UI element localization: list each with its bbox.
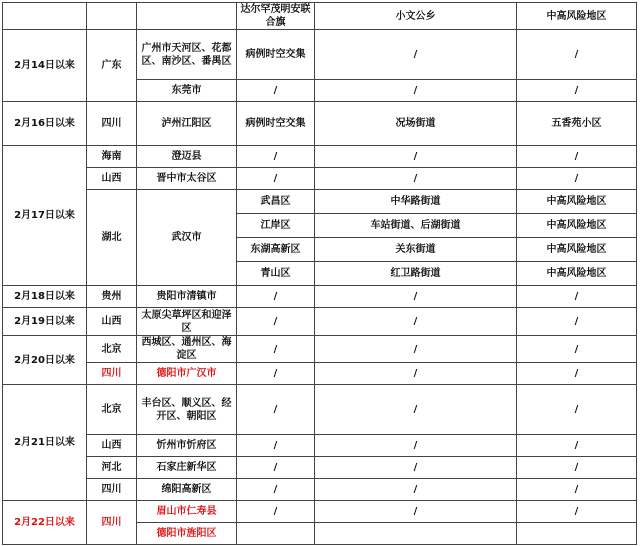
empty-cell <box>237 523 315 545</box>
date-cell: 2月16日以来 <box>3 102 87 146</box>
slash-cell: / <box>315 308 517 336</box>
street-cell: 车站街道、后湖街道 <box>315 214 517 238</box>
slash-cell: / <box>517 80 637 102</box>
table-row <box>3 102 637 146</box>
table-row <box>3 479 637 501</box>
slash-cell: / <box>315 336 517 363</box>
slash-cell: / <box>517 479 637 501</box>
header-row <box>3 3 637 30</box>
table-row <box>3 308 637 336</box>
slash-cell: / <box>315 146 517 168</box>
community-cell: 五香苑小区 <box>517 102 637 146</box>
table-row <box>3 385 637 435</box>
risk-cell: 中高风险地区 <box>517 214 637 238</box>
slash-cell: / <box>237 336 315 363</box>
area-cell: 澄迈县 <box>137 146 237 168</box>
header-cell-date <box>3 3 87 30</box>
table-row <box>3 146 637 168</box>
area-cell: 泸州江阳区 <box>137 102 237 146</box>
area-cell-highlight: 眉山市仁寿县 <box>137 501 237 523</box>
slash-cell: / <box>517 336 637 363</box>
district-cell: 东湖高新区 <box>237 238 315 262</box>
province-cell: 四川 <box>87 479 137 501</box>
area-cell: 丰台区、顺义区、经开区、朝阳区 <box>137 385 237 435</box>
area-cell: 西城区、通州区、海淀区 <box>137 336 237 363</box>
slash-cell: / <box>517 435 637 457</box>
slash-cell: / <box>237 286 315 308</box>
slash-cell: / <box>315 30 517 80</box>
header-cell-area <box>137 3 237 30</box>
table-row <box>3 30 637 80</box>
province-cell: 四川 <box>87 102 137 146</box>
district-cell: 青山区 <box>237 262 315 286</box>
province-cell-highlight: 四川 <box>87 363 137 385</box>
slash-cell: / <box>517 168 637 190</box>
slash-cell: / <box>237 457 315 479</box>
district-cell: 江岸区 <box>237 214 315 238</box>
empty-cell <box>517 523 637 545</box>
area-cell: 东莞市 <box>137 80 237 102</box>
area-cell: 忻州市忻府区 <box>137 435 237 457</box>
slash-cell: / <box>315 457 517 479</box>
slash-cell: / <box>237 363 315 385</box>
exposure-cell: 病例时空交集 <box>237 102 315 146</box>
table-row <box>3 336 637 363</box>
slash-cell: / <box>237 308 315 336</box>
slash-cell: / <box>517 308 637 336</box>
area-cell-highlight: 德阳市广汉市 <box>137 363 237 385</box>
slash-cell: / <box>315 501 517 523</box>
slash-cell: / <box>237 435 315 457</box>
date-cell-highlight: 2月22日以来 <box>3 501 87 545</box>
slash-cell: / <box>315 435 517 457</box>
province-cell: 河北 <box>87 457 137 479</box>
table-row <box>3 435 637 457</box>
risk-area-table <box>2 2 637 545</box>
empty-cell <box>315 523 517 545</box>
province-cell: 贵州 <box>87 286 137 308</box>
slash-cell: / <box>517 501 637 523</box>
area-cell-highlight: 德阳市旌阳区 <box>137 523 237 545</box>
area-cell: 晋中市太谷区 <box>137 168 237 190</box>
slash-cell: / <box>237 168 315 190</box>
date-cell: 2月18日以来 <box>3 286 87 308</box>
province-cell: 山西 <box>87 308 137 336</box>
table-row <box>3 190 637 214</box>
slash-cell: / <box>237 146 315 168</box>
slash-cell: / <box>315 286 517 308</box>
slash-cell: / <box>315 363 517 385</box>
table-row <box>3 501 637 523</box>
date-cell: 2月14日以来 <box>3 30 87 102</box>
slash-cell: / <box>517 286 637 308</box>
date-cell: 2月19日以来 <box>3 308 87 336</box>
header-col5: 小文公乡 <box>315 3 517 30</box>
slash-cell: / <box>315 385 517 435</box>
area-cell: 广州市天河区、花都区、南沙区、番禺区 <box>137 30 237 80</box>
province-cell: 北京 <box>87 336 137 363</box>
province-cell: 广东 <box>87 30 137 102</box>
slash-cell: / <box>237 80 315 102</box>
province-cell: 山西 <box>87 168 137 190</box>
street-cell: 关东街道 <box>315 238 517 262</box>
header-cell-province <box>87 3 137 30</box>
street-cell: 中华路街道 <box>315 190 517 214</box>
risk-cell: 中高风险地区 <box>517 262 637 286</box>
slash-cell: / <box>517 146 637 168</box>
province-cell: 北京 <box>87 385 137 435</box>
header-col6: 中高风险地区 <box>517 3 637 30</box>
province-cell-highlight: 四川 <box>87 501 137 545</box>
district-cell: 武昌区 <box>237 190 315 214</box>
province-cell: 山西 <box>87 435 137 457</box>
slash-cell: / <box>517 457 637 479</box>
slash-cell: / <box>237 479 315 501</box>
slash-cell: / <box>517 30 637 80</box>
area-cell: 绵阳高新区 <box>137 479 237 501</box>
header-col4: 达尔罕茂明安联合旗 <box>237 3 315 30</box>
table-row <box>3 457 637 479</box>
slash-cell: / <box>315 80 517 102</box>
slash-cell: / <box>315 168 517 190</box>
date-cell: 2月21日以来 <box>3 385 87 501</box>
slash-cell: / <box>237 385 315 435</box>
street-cell: 况场街道 <box>315 102 517 146</box>
slash-cell: / <box>315 479 517 501</box>
date-cell: 2月17日以来 <box>3 146 87 286</box>
slash-cell: / <box>237 501 315 523</box>
risk-cell: 中高风险地区 <box>517 238 637 262</box>
area-cell: 石家庄新华区 <box>137 457 237 479</box>
slash-cell: / <box>517 385 637 435</box>
province-cell: 海南 <box>87 146 137 168</box>
table-row <box>3 363 637 385</box>
date-cell: 2月20日以来 <box>3 336 87 385</box>
risk-cell: 中高风险地区 <box>517 190 637 214</box>
area-cell: 武汉市 <box>137 190 237 286</box>
province-cell: 湖北 <box>87 190 137 286</box>
street-cell: 红卫路街道 <box>315 262 517 286</box>
area-cell: 贵阳市清镇市 <box>137 286 237 308</box>
area-cell: 太原尖草坪区和迎泽区 <box>137 308 237 336</box>
table-row <box>3 168 637 190</box>
slash-cell: / <box>517 363 637 385</box>
exposure-cell: 病例时空交集 <box>237 30 315 80</box>
table-row <box>3 286 637 308</box>
